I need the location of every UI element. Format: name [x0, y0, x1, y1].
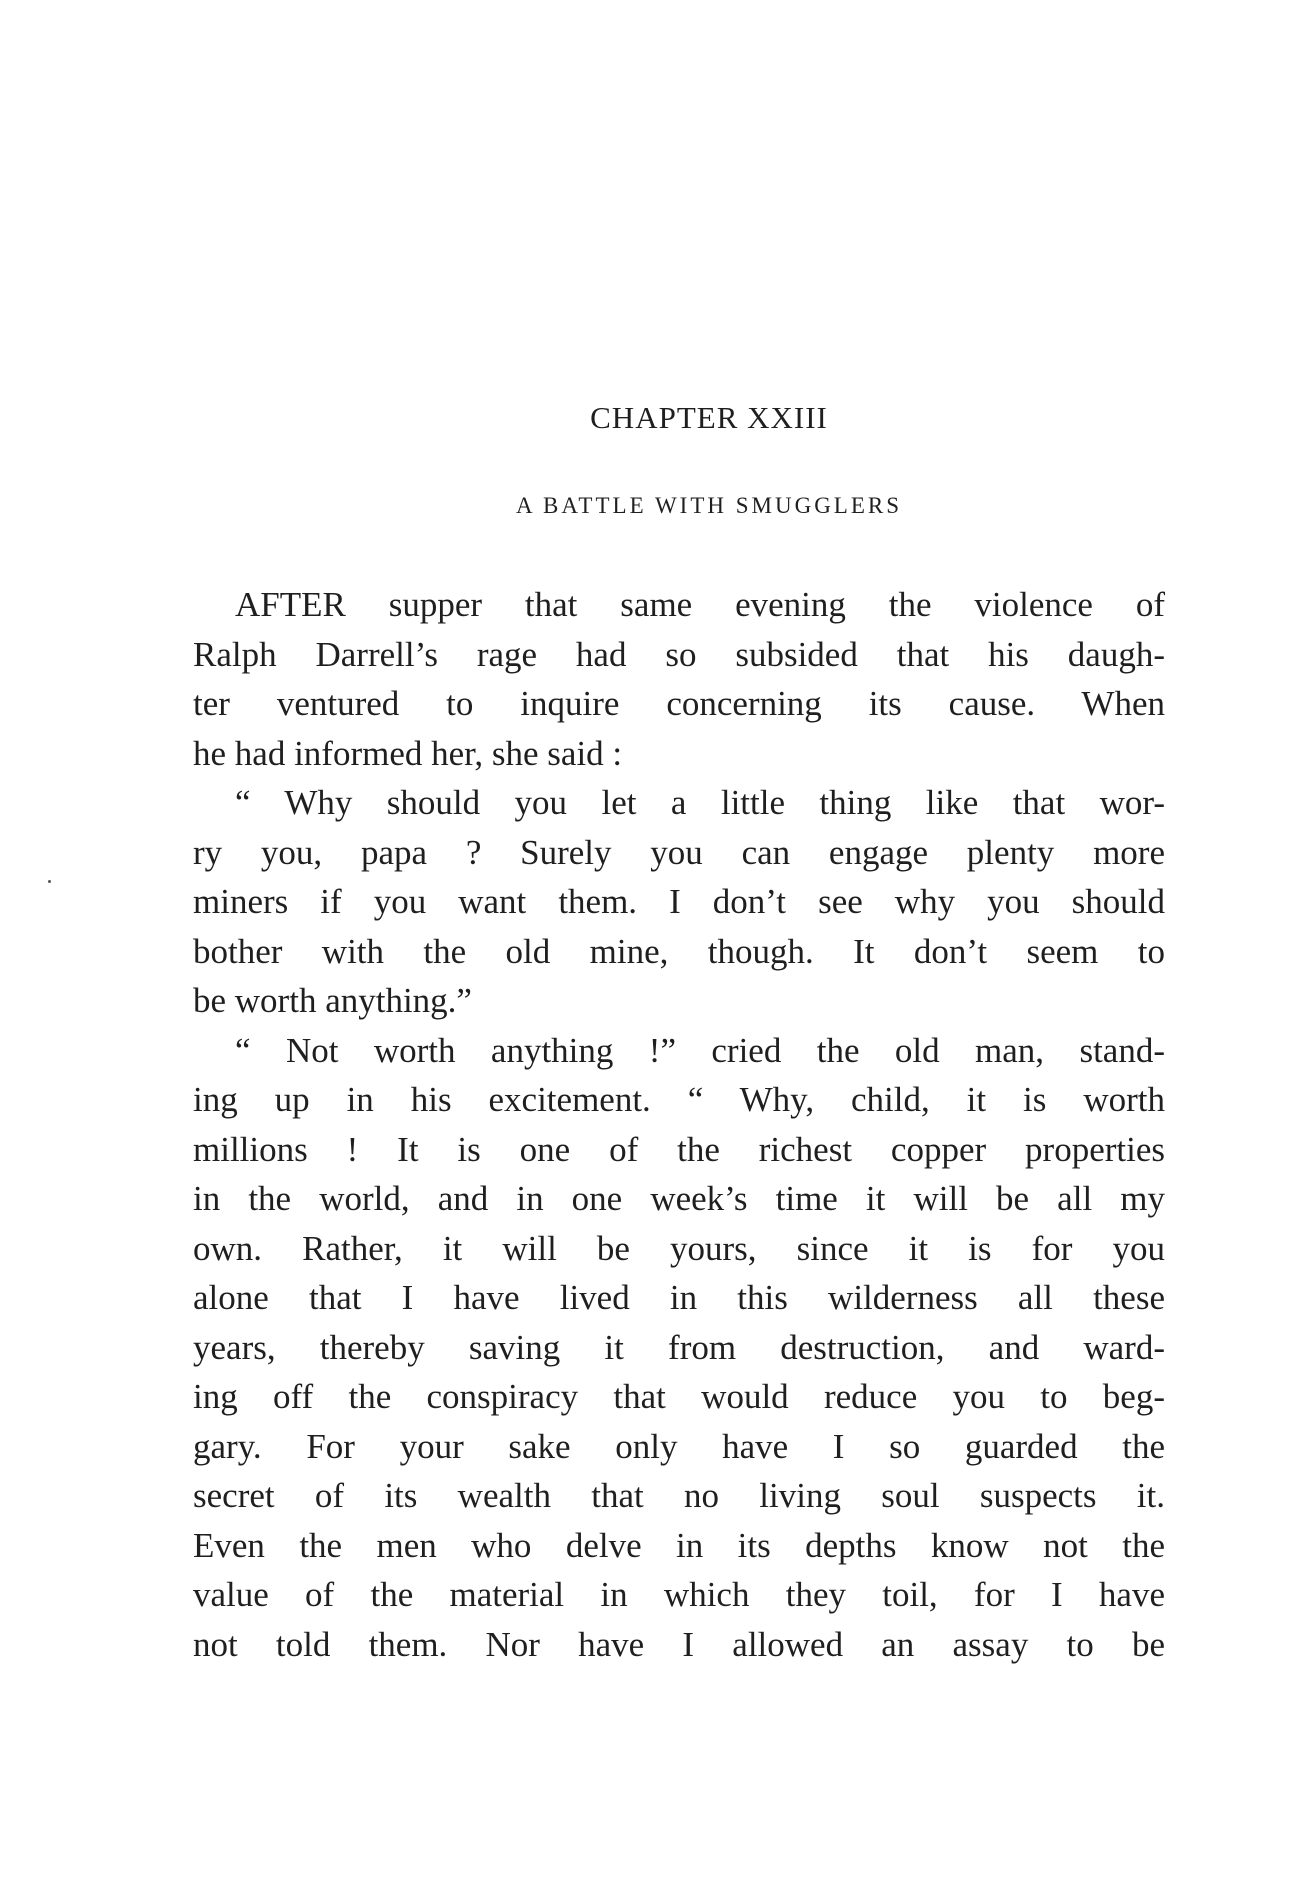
chapter-subtitle: A BATTLE WITH SMUGGLERS [515, 493, 903, 518]
text-line: Ralph Darrell’s rage had so subsided that his daugh- [193, 634, 1165, 674]
text-line: millions ! It is one of the richest copper properties [193, 1129, 1165, 1169]
text-line: ter ventured to inquire concerning its cause. When [193, 684, 1165, 723]
text-line: he had informed her, she said : [193, 733, 623, 773]
text-line: be worth anything.” [193, 981, 472, 1020]
text-line: AFTER supper that same evening the violence of [235, 585, 1165, 624]
text-line: miners if you want them. I don’t see why you should [193, 882, 1165, 921]
text-line: own. Rather, it will be yours, since it is for you [193, 1228, 1165, 1268]
text-line: alone that I have lived in this wilderness all these [193, 1278, 1165, 1317]
text-line: value of the material in which they toil, for I have [193, 1575, 1165, 1614]
page-speck [48, 880, 51, 883]
text-line: years, thereby saving it from destruction, and ward- [193, 1327, 1165, 1367]
text-line: ry you, papa ? Surely you can engage plenty more [193, 832, 1165, 872]
text-line: ing off the conspiracy that would reduce you to beg- [193, 1377, 1165, 1416]
text-line: bother with the old mine, though. It don’t seem to [193, 931, 1165, 971]
text-line: gary. For your sake only have I so guarded the [193, 1426, 1165, 1466]
text-line: “ Why should you let a little thing like that wor- [235, 783, 1165, 822]
text-line: Even the men who delve in its depths know not the [193, 1525, 1165, 1565]
text-line: “ Not worth anything !” cried the old man, stand- [235, 1030, 1165, 1070]
text-line: secret of its wealth that no living soul suspects it. [193, 1476, 1165, 1515]
text-line: in the world, and in one week’s time it will be all my [193, 1179, 1165, 1218]
text-line: not told them. Nor have I allowed an assay to be [193, 1624, 1165, 1664]
chapter-title: CHAPTER XXIII [590, 400, 828, 435]
text-line: ing up in his excitement. “ Why, child, it is worth [193, 1080, 1165, 1119]
chapter-body [193, 580, 1165, 1669]
